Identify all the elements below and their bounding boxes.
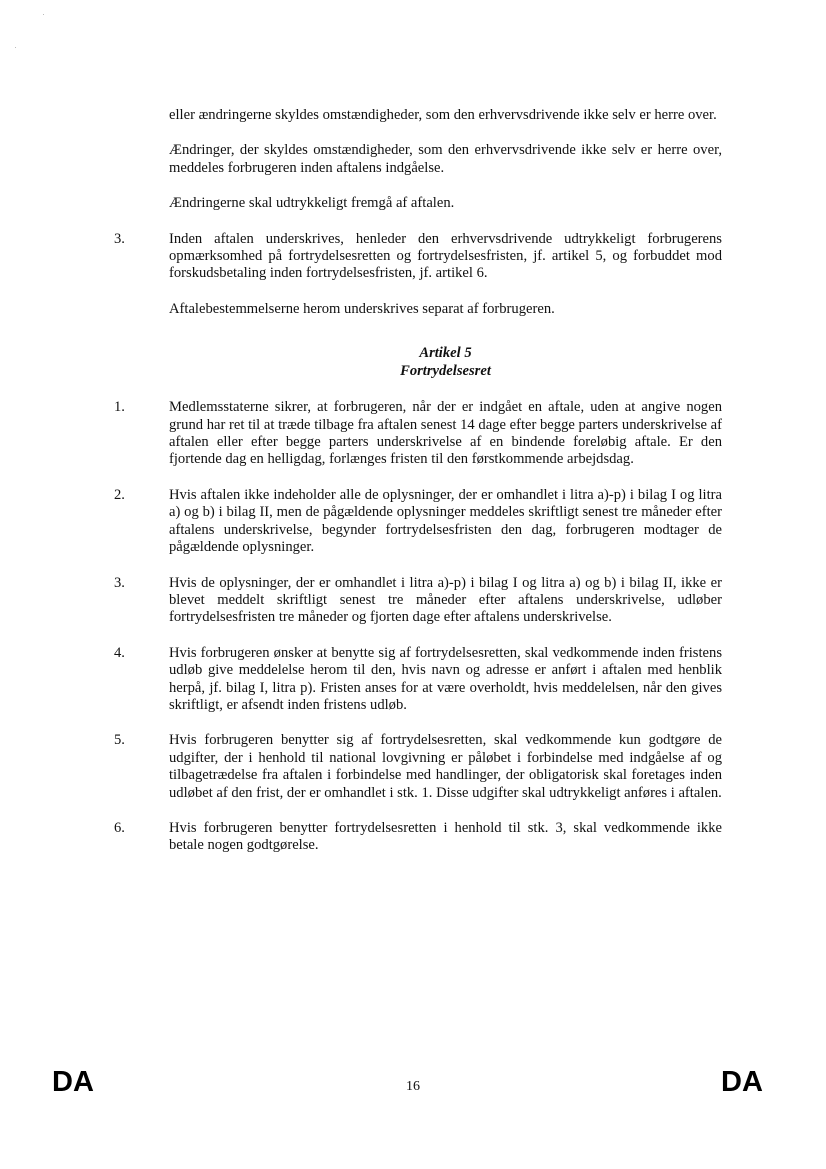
intro-paragraph-3: Ændringerne skal udtrykkeligt fremgå af aftalen. xyxy=(169,195,455,212)
article-item-6 xyxy=(114,820,722,855)
document-body xyxy=(114,107,722,873)
item-paragraph: Hvis de oplysninger, der er omhandlet i litra a)-p) i bilag I og litra a) og b) i bilag II, ikke er blevet meddelt skriftligt senest tre måneder efter aftalens underskrivelse, udløber fortrydelsesfristen tre måneder og fjorten dage efter aftalens underskrivelse. xyxy=(169,574,722,626)
item-number: 3. xyxy=(114,574,125,591)
scan-speck xyxy=(43,14,44,15)
scan-speck xyxy=(15,47,16,48)
article-title: Artikel 5 xyxy=(419,345,472,362)
article-item-1 xyxy=(114,399,722,469)
article-item-3 xyxy=(114,575,722,627)
item-number: 3. xyxy=(114,230,125,247)
item-paragraph: Inden aftalen underskrives, henleder den erhvervsdrivende udtrykkeligt forbrugerens opmærksomhed på fortrydelsesretten og fortrydelsesfristen, jf. artikel 5, og forbuddet mod forskudsbetaling inden fortrydelsesfristen, jf. artikel 6. xyxy=(169,230,722,282)
item-paragraph: Hvis forbrugeren ønsker at benytte sig af fortrydelsesretten, skal vedkommende inden fristens udløb give meddelelse herom til den, hvis navn og adresse er anført i aftalen med henblik herpå, jf. bilag I, litra p). Fristen anses for at være overholdt, hvis meddelelsen, når den gives skriftligt, er afsendt inden fristens udløb. xyxy=(169,644,722,713)
article-heading xyxy=(169,344,722,380)
language-code-left: DA xyxy=(52,1066,94,1098)
item-number: 6. xyxy=(114,819,125,836)
item-number: 4. xyxy=(114,644,125,661)
numbered-item-3 xyxy=(114,231,722,319)
language-code-right: DA xyxy=(721,1066,763,1098)
item-number: 1. xyxy=(114,399,125,416)
article-item-5 xyxy=(114,732,722,802)
item-number: 5. xyxy=(114,732,125,749)
item-number: 2. xyxy=(114,486,125,503)
article-item-2 xyxy=(114,487,722,557)
item-paragraph: Hvis aftalen ikke indeholder alle de oplysninger, der er omhandlet i litra a)-p) i bilag I og litra a) og b) i bilag II, men de pågældende oplysninger meddeles skriftligt senest tre måneder efter aftalens underskrivelse, begynder fortrydelsesfristen den dag, forbrugeren modtager de pågældende oplysninger. xyxy=(169,486,722,556)
item-paragraph: Aftalebestemmelserne herom underskrives separat af forbrugeren. xyxy=(169,300,555,317)
article-subtitle: Fortrydelsesret xyxy=(400,363,491,380)
item-paragraph: Hvis forbrugeren benytter sig af fortrydelsesretten, skal vedkommende kun godtgøre de udgifter, der i henhold til national lovgivning er påløbet i forbindelse med indgåelse af og tilbagetrædelse fra aftalen i forbindelse med handlinger, der obligatorisk skal foretages inden udløbet af den frist, der er omhandlet i stk. 1. Disse udgifter skal udtrykkeligt anføres i aftalen. xyxy=(169,732,722,801)
intro-paragraph-1: eller ændringerne skyldes omstændigheder, som den erhvervsdrivende ikke selv er herre over. xyxy=(169,107,717,123)
item-paragraph: Medlemsstaterne sikrer, at forbrugeren, når der er indgået en aftale, uden at angive nogen grund har ret til at træde tilbage fra aftalen senest 14 dage efter begge parters underskrivelse af aftalen eller efter begge parters underskrivelse af en bindende foreløbig aftale. Er den fjortende dag en helligdag, forlænges fristen til den førstkommende arbejdsdag. xyxy=(169,399,722,468)
article-item-4 xyxy=(114,645,722,715)
page-number: 16 xyxy=(406,1079,420,1094)
intro-paragraph-2: Ændringer, der skyldes omstændigheder, som den erhvervsdrivende ikke selv er herre over, meddeles forbrugeren inden aftalens indgåelse. xyxy=(169,142,722,176)
item-paragraph: Hvis forbrugeren benytter fortrydelsesretten i henhold til stk. 3, skal vedkommende ikke betale nogen godtgørelse. xyxy=(169,819,722,854)
